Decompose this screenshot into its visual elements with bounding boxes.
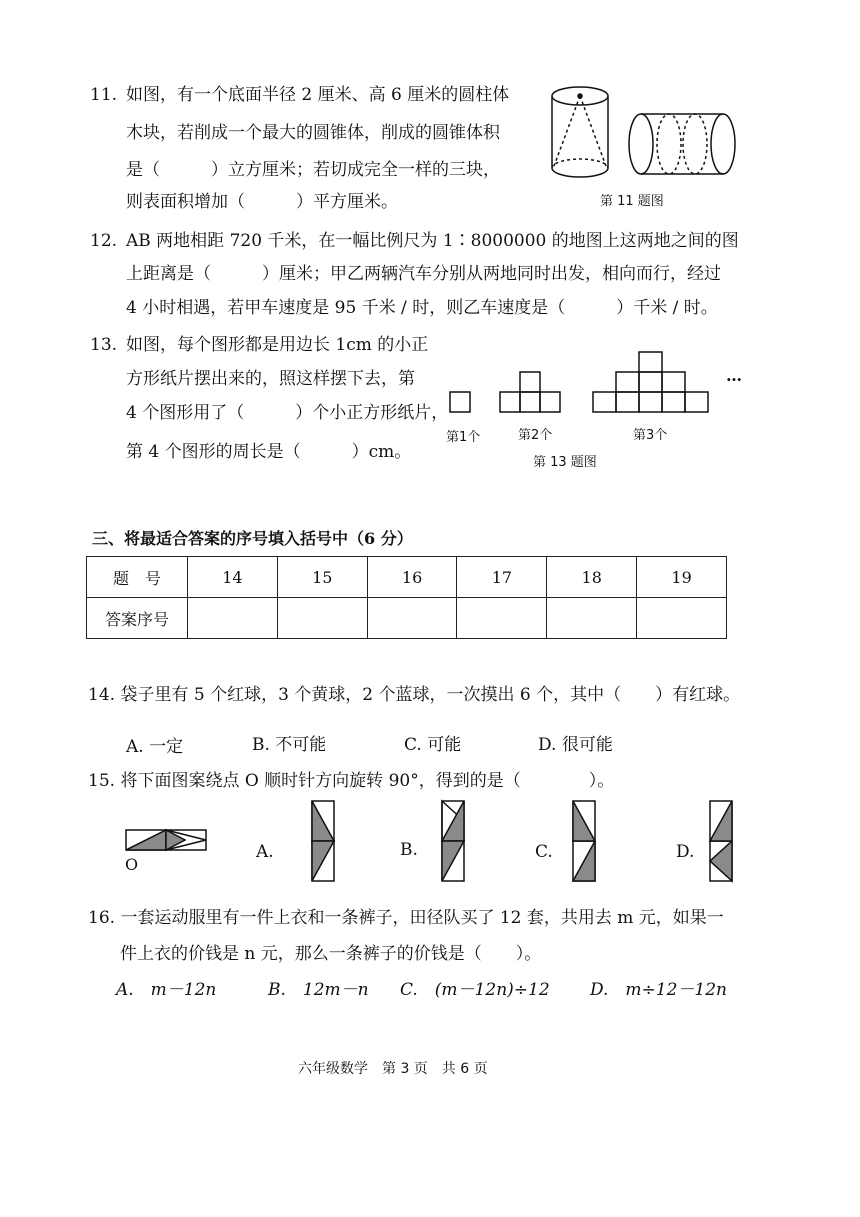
cylinder-cone-diagram bbox=[552, 87, 608, 177]
q11-figure bbox=[545, 80, 745, 190]
q12-line-2: 上距离是（ ）厘米；甲乙两辆汽车分别从两地同时出发，相向而行，经过 bbox=[126, 264, 721, 284]
answer-cell-19[interactable] bbox=[637, 598, 727, 639]
cylinder-cut-diagram bbox=[629, 114, 735, 174]
pattern-2 bbox=[500, 372, 560, 412]
table-row-answers bbox=[87, 598, 727, 639]
q16-line-1: 16. 一套运动服里有一件上衣和一条裤子，田径队买了 12 套，共用去 m 元，如果一 bbox=[88, 908, 724, 928]
answer-cell-16[interactable] bbox=[367, 598, 457, 639]
q13-line-4: 第 4 个图形的周长是（ ）cm。 bbox=[126, 442, 412, 462]
q13-ellipsis: … bbox=[726, 366, 742, 385]
question-number-19: 19 bbox=[637, 557, 727, 598]
q13-number: 13. bbox=[90, 335, 118, 355]
q11-line-1: 如图，有一个底面半径 2 厘米、高 6 厘米的圆柱体 bbox=[126, 85, 510, 105]
q16-option-b: B. 12m－n bbox=[268, 980, 369, 1000]
q12-number: 12. bbox=[90, 231, 118, 251]
q14-option-c: C. 可能 bbox=[404, 735, 462, 755]
q13-line-1: 如图，每个图形都是用边长 1cm 的小正 bbox=[126, 335, 429, 355]
q14-option-d: D. 很可能 bbox=[538, 735, 613, 755]
question-number-18: 18 bbox=[547, 557, 637, 598]
q15-original-pattern bbox=[125, 829, 207, 851]
q13-label-2: 第2个 bbox=[518, 428, 553, 443]
question-number-14: 14 bbox=[188, 557, 278, 598]
answer-table bbox=[86, 556, 727, 639]
row-header-question: 题 号 bbox=[87, 557, 188, 598]
q13-line-3: 4 个图形用了（ ）个小正方形纸片， bbox=[126, 403, 449, 423]
point-o-label: O bbox=[125, 855, 139, 874]
answer-cell-15[interactable] bbox=[277, 598, 367, 639]
q14-option-b: B. 不可能 bbox=[252, 735, 327, 755]
q12-line-3: 4 小时相遇，若甲车速度是 95 千米 / 时，则乙车速度是（ ）千米 / 时。 bbox=[126, 298, 718, 318]
q16-option-d: D. m÷12－12n bbox=[590, 980, 728, 1000]
pattern-3 bbox=[593, 352, 708, 412]
q15-option-a-pattern[interactable] bbox=[311, 800, 335, 882]
q16-option-a: A. m－12n bbox=[116, 980, 217, 1000]
answer-cell-14[interactable] bbox=[188, 598, 278, 639]
q13-label-1: 第1个 bbox=[446, 430, 481, 445]
q11-line-4: 则表面积增加（ ）平方厘米。 bbox=[126, 192, 398, 212]
answer-cell-18[interactable] bbox=[547, 598, 637, 639]
q13-line-2: 方形纸片摆出来的，照这样摆下去，第 bbox=[126, 369, 415, 389]
section-3-title: 三、将最适合答案的序号填入括号中（6 分） bbox=[92, 529, 413, 548]
table-row-question-numbers bbox=[87, 557, 727, 598]
q15-option-c-label: C. bbox=[535, 842, 553, 862]
q13-figure bbox=[440, 340, 740, 420]
question-number-17: 17 bbox=[457, 557, 547, 598]
q15-option-c-pattern[interactable] bbox=[572, 800, 596, 882]
q15-option-d-label: D. bbox=[676, 842, 695, 862]
q15-option-b-pattern[interactable] bbox=[441, 800, 465, 882]
page-footer: 六年级数学 第 3 页 共 6 页 bbox=[298, 1061, 488, 1077]
q15-option-b-label: B. bbox=[400, 840, 418, 860]
q16-line-2: 件上衣的价钱是 n 元，那么一条裤子的价钱是（ ）。 bbox=[120, 944, 542, 964]
question-number-15: 15 bbox=[277, 557, 367, 598]
q13-label-3: 第3个 bbox=[633, 428, 668, 443]
pattern-1 bbox=[450, 392, 470, 412]
answer-cell-17[interactable] bbox=[457, 598, 547, 639]
q16-option-c: C. (m－12n)÷12 bbox=[400, 980, 550, 1000]
q11-number: 11. bbox=[90, 85, 118, 105]
q11-line-3: 是（ ）立方厘米；若切成完全一样的三块， bbox=[126, 160, 500, 180]
q11-line-2: 木块，若削成一个最大的圆锥体，削成的圆锥体积 bbox=[126, 123, 500, 143]
q15-text: 15. 将下面图案绕点 O 顺时针方向旋转 90°，得到的是（ ）。 bbox=[88, 771, 615, 791]
row-header-answer: 答案序号 bbox=[87, 598, 188, 639]
question-number-16: 16 bbox=[367, 557, 457, 598]
q15-option-a-label: A. bbox=[256, 842, 274, 862]
q12-line-1: AB 两地相距 720 千米，在一幅比例尺为 1∶8000000 的地图上这两地之间的图 bbox=[126, 231, 739, 251]
q14-text: 14. 袋子里有 5 个红球，3 个黄球，2 个蓝球，一次摸出 6 个，其中（ ）有红球。 bbox=[88, 685, 741, 705]
q15-option-d-pattern[interactable] bbox=[709, 800, 733, 882]
q13-caption: 第 13 题图 bbox=[533, 455, 597, 470]
q11-caption: 第 11 题图 bbox=[600, 194, 664, 209]
q14-option-a: A. 一定 bbox=[126, 737, 184, 757]
